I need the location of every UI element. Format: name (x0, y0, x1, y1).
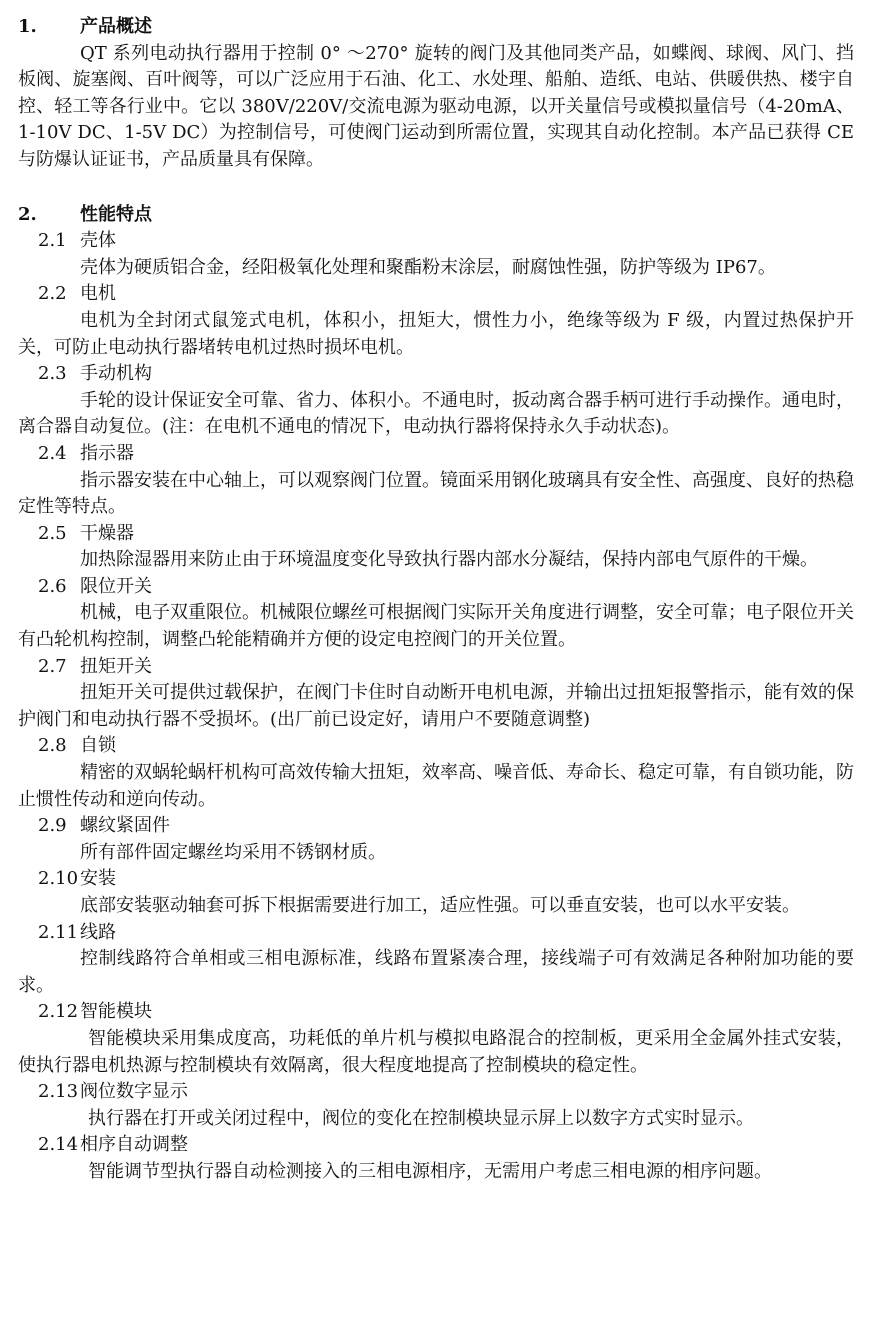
feature-heading (18, 441, 854, 468)
feature-title: 干燥器 (80, 522, 134, 544)
feature-number: 2.9 (38, 815, 67, 837)
feature-number: 2.4 (38, 442, 67, 464)
feature-number: 2.5 (38, 522, 67, 544)
feature-item (18, 1132, 854, 1185)
feature-heading (18, 1132, 854, 1159)
feature-title: 手动机构 (80, 363, 152, 385)
feature-item (18, 361, 854, 441)
section-number: 2. (18, 203, 37, 225)
section-title: 产品概述 (80, 16, 152, 37)
feature-title: 扭矩开关 (80, 655, 152, 677)
feature-title: 螺纹紧固件 (80, 815, 170, 837)
feature-number: 2.7 (38, 655, 67, 677)
feature-title: 线路 (80, 921, 116, 943)
feature-number: 2.6 (38, 575, 67, 597)
feature-title: 指示器 (80, 442, 134, 464)
feature-title: 自锁 (80, 735, 116, 757)
feature-title: 限位开关 (80, 575, 152, 597)
feature-item (18, 733, 854, 813)
feature-title: 智能模块 (80, 1001, 152, 1023)
feature-item (18, 654, 854, 734)
feature-heading (18, 999, 854, 1026)
feature-heading (18, 1079, 854, 1106)
feature-title: 阀位数字显示 (80, 1081, 188, 1103)
feature-text: 壳体为硬质铝合金，经阳极氧化处理和聚酯粉末涂层，耐腐蚀性强，防护等级为 IP67。 (80, 256, 776, 278)
feature-text: 底部安装驱动轴套可拆下根据需要进行加工，适应性强。可以垂直安装，也可以水平安装。 (80, 895, 800, 916)
feature-text: 精密的双蜗轮蜗杆机构可高效传输大扭矩，效率高、噪音低、寿命长、稳定可靠，有自锁功能，防止惯性传动和逆向传动。 (18, 762, 854, 810)
feature-text: 所有部件固定螺丝均采用不锈钢材质。 (80, 841, 386, 863)
feature-item (18, 920, 854, 1000)
feature-title: 相序自动调整 (80, 1134, 188, 1156)
feature-text: 机械，电子双重限位。机械限位螺丝可根据阀门实际开关角度进行调整，安全可靠；电子限位开关有凸轮机构控制，调整凸轮能精确并方便的设定电控阀门的开关位置。 (18, 602, 854, 651)
feature-text: 扭矩开关可提供过载保护，在阀门卡住时自动断开电机电源，并输出过扭矩报警指示，能有效的保护阀门和电动执行器不受损坏。(出厂前已设定好，请用户不要随意调整) (18, 682, 854, 730)
feature-item (18, 441, 854, 521)
feature-list (18, 228, 854, 1185)
feature-heading (18, 361, 854, 388)
feature-text: 手轮的设计保证安全可靠、省力、体积小。不通电时，扳动离合器手柄可进行手动操作。通电时，离合器自动复位。(注：在电机不通电的情况下，电动执行器将保持永久手动状态)。 (18, 389, 854, 438)
feature-number: 2.14 (38, 1134, 79, 1156)
feature-number: 2.11 (38, 921, 79, 943)
feature-heading (18, 813, 854, 840)
section-paragraph: QT 系列电动执行器用于控制 0° ～270° 旋转的阀门及其他同类产品，如蝶阀、球阀、风门、挡板阀、旋塞阀、百叶阀等，可以广泛应用于石油、化工、水处理、船舶、造纸、电站、供暖供热、楼宇自控、轻工等各行业中。它以 380V/220V/交流电源为驱动电源，以开关量信号或模拟量信号（4-20mA、1-10V DC、1-5V DC）为控制信号，可使阀门运动到所需位置，实现其自动化控制。本产品已获得 CE 与防爆认证证书，产品质量具有保障。 (18, 42, 854, 170)
feature-item (18, 866, 854, 919)
feature-heading (18, 920, 854, 947)
feature-text: 智能模块采用集成度高，功耗低的单片机与模拟电路混合的控制板，更采用全金属外挂式安装，使执行器电机热源与控制模块有效隔离，很大程度地提高了控制模块的稳定性。 (18, 1027, 854, 1076)
section-heading (18, 202, 854, 229)
feature-item (18, 1079, 854, 1132)
feature-number: 2.10 (38, 868, 79, 890)
feature-item (18, 521, 854, 574)
feature-item (18, 574, 854, 654)
feature-item (18, 999, 854, 1079)
feature-title: 电机 (80, 283, 116, 305)
feature-heading (18, 866, 854, 893)
feature-title: 壳体 (80, 230, 116, 252)
feature-heading (18, 281, 854, 308)
feature-item (18, 281, 854, 361)
feature-text: 加热除湿器用来防止由于环境温度变化导致执行器内部水分凝结，保持内部电气原件的干燥。 (80, 549, 818, 571)
feature-item (18, 813, 854, 866)
feature-text: 执行器在打开或关闭过程中，阀位的变化在控制模块显示屏上以数字方式实时显示。 (88, 1107, 754, 1129)
feature-heading (18, 733, 854, 760)
feature-text: 电机为全封闭式鼠笼式电机，体积小，扭矩大，惯性力小，绝缘等级为 F 级，内置过热保护开关，可防止电动执行器堵转电机过热时损坏电机。 (18, 309, 854, 358)
feature-number: 2.13 (38, 1081, 79, 1103)
section-heading (18, 14, 854, 41)
feature-number: 2.8 (38, 735, 67, 757)
feature-number: 2.12 (38, 1001, 79, 1023)
feature-text: 指示器安装在中心轴上，可以观察阀门位置。镜面采用钢化玻璃具有安全性、高强度、良好的热稳定性等特点。 (18, 469, 854, 518)
feature-heading (18, 521, 854, 548)
feature-number: 2.1 (38, 230, 67, 252)
feature-text: 控制线路符合单相或三相电源标准，线路布置紧凑合理，接线端子可有效满足各种附加功能的要求。 (18, 948, 854, 996)
feature-title: 安装 (80, 868, 116, 890)
feature-heading (18, 228, 854, 255)
feature-item (18, 228, 854, 281)
feature-number: 2.2 (38, 283, 67, 305)
section-number: 1. (18, 16, 37, 37)
feature-number: 2.3 (38, 363, 67, 385)
section-title: 性能特点 (80, 203, 152, 225)
feature-text: 智能调节型执行器自动检测接入的三相电源相序，无需用户考虑三相电源的相序问题。 (88, 1160, 772, 1182)
feature-heading (18, 574, 854, 601)
feature-heading (18, 654, 854, 681)
